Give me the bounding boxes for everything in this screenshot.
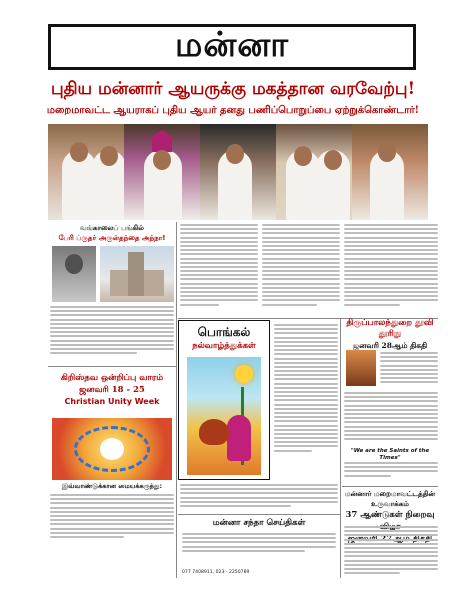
church-story-subtitle: பேரி ப்ருதர் அருள்தந்தை அந்நா!	[58, 234, 166, 242]
welcome-story-col2	[262, 224, 340, 308]
pongal-title: பொங்கல்	[197, 325, 251, 339]
sun-icon	[235, 365, 253, 383]
festival-footer-text	[344, 462, 438, 479]
festival-heading	[342, 318, 438, 351]
woman-figure	[227, 415, 251, 461]
subscription-phone: 077 7408911, 023 - 2250789	[182, 570, 250, 575]
sub-headline: மறைமாவட்ட ஆயராகப் புதிய ஆயர் தனது பணிப்பொறுப்பை ஏற்றுக்கொண்டார்!	[46, 105, 420, 116]
festival-title: திருப்பாலந்துறை தூவி தூரிநு	[346, 318, 434, 339]
welcome-story-col3	[344, 224, 438, 308]
subscription-title: மன்னா சந்தா செய்திகள்	[212, 518, 306, 528]
section-rule	[178, 514, 340, 515]
church-story-photos	[52, 246, 174, 302]
saint-image	[346, 350, 376, 386]
pongal-illustration	[187, 357, 261, 475]
subscription-body	[182, 533, 336, 554]
anniversary-years: 37 ஆண்டுகள் நிறைவு	[345, 510, 435, 520]
pongal-story-body	[274, 324, 338, 454]
church-photo	[100, 246, 174, 302]
festival-theme	[342, 448, 438, 462]
pongal-subtitle: நல்வாழ்த்துக்கள்	[192, 341, 256, 351]
pongal-pot-icon	[199, 419, 229, 445]
photo-procession	[276, 124, 352, 220]
main-headline: புதிய மன்னார் ஆயருக்கு மகத்தான வரவேற்பு!	[50, 79, 416, 99]
anniversary-body	[344, 526, 438, 576]
unity-week-title: கிறிஸ்தவ ஒன்றிப்பு வாரம்	[60, 373, 164, 383]
festival-body-side	[380, 352, 438, 386]
unity-week-body	[50, 494, 174, 540]
pongal-greeting-box	[178, 320, 270, 480]
unity-week-english: Christian Unity Week	[64, 397, 160, 406]
festival-theme-english: "We are the Saints of the Times"	[350, 448, 430, 461]
anniversary-title: மன்னார் மறைமாவட்டத்தின் உருவாக்கம்	[344, 489, 436, 508]
festival-date: ஜனவரி 28ஆம் திகதி	[352, 341, 428, 350]
church-story-title: வங்காலைப் பங்கில்	[80, 224, 144, 232]
subscription-box	[178, 517, 340, 579]
masthead	[48, 24, 416, 70]
photo-clergy-2	[200, 124, 276, 220]
unity-week-caption: இவ்வாண்டுக்கான மையக்கருத்து:	[61, 482, 163, 490]
church-story-body	[50, 306, 174, 356]
unity-week-artwork	[52, 418, 172, 480]
festival-body	[344, 392, 438, 442]
column-rule	[340, 318, 341, 578]
welcome-story-col1	[180, 224, 258, 308]
photo-clergy-1	[48, 124, 124, 220]
photo-clergy-3	[352, 124, 428, 220]
unity-week-heading	[48, 372, 176, 407]
pongal-footer-text	[180, 484, 338, 509]
masthead-title: மன்னா	[174, 25, 290, 65]
section-rule	[342, 486, 438, 487]
section-rule	[48, 366, 176, 367]
unity-week-dates: ஜனவரி 18 - 25	[79, 385, 145, 395]
priest-portrait	[52, 246, 96, 302]
column-rule	[176, 222, 177, 578]
welcome-photo-strip	[48, 124, 428, 220]
photo-bishop	[124, 124, 200, 220]
